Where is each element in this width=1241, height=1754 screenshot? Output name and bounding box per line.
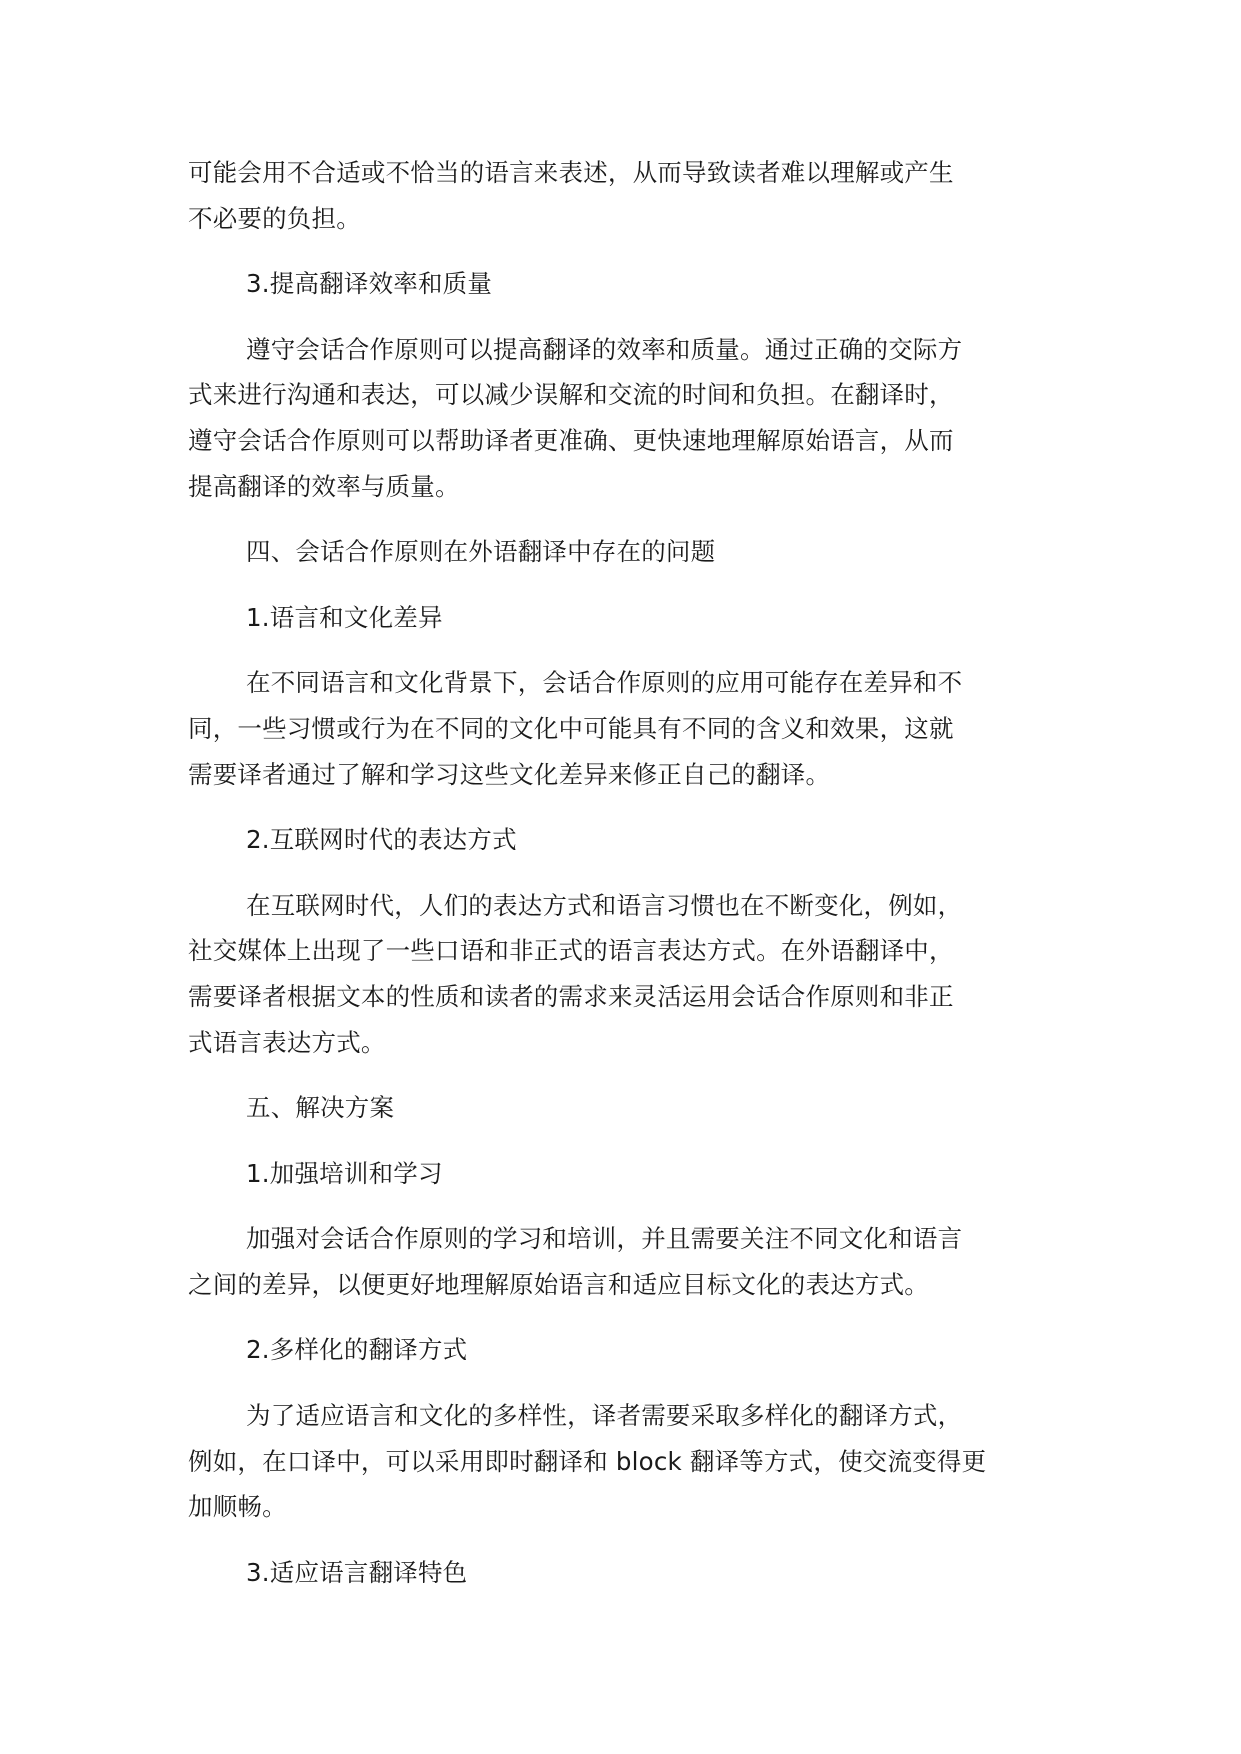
block-spacer: [188, 1307, 1058, 1327]
paragraph-line: 在不同语言和文化背景下，会话合作原则的应用可能存在差异和不: [246, 668, 963, 698]
section-heading: [188, 817, 1058, 863]
heading-text: 3.提高翻译效率和质量: [246, 269, 493, 299]
block-spacer: [188, 241, 1058, 261]
paragraph-line: 遵守会话合作原则可以提高翻译的效率和质量。通过正确的交际方: [246, 334, 963, 364]
section-heading: [188, 529, 1058, 575]
heading-text: 1.加强培训和学习: [246, 1158, 443, 1188]
body-paragraph: [188, 150, 1058, 241]
paragraph-line: 同，一些习惯或行为在不同的文化中可能具有不同的含义和效果，这就: [188, 713, 954, 743]
block-spacer: [188, 863, 1058, 883]
paragraph-line: 为了适应语言和文化的多样性，译者需要采取多样化的翻译方式，: [246, 1401, 963, 1431]
body-paragraph: [188, 1216, 1058, 1307]
section-heading: [188, 1550, 1058, 1596]
block-spacer: [188, 1065, 1058, 1085]
block-spacer: [188, 640, 1058, 660]
block-spacer: [188, 307, 1058, 327]
body-paragraph: [188, 883, 1058, 1065]
body-paragraph: [188, 1393, 1058, 1530]
paragraph-line: 需要译者通过了解和学习这些文化差异来修正自己的翻译。: [188, 759, 831, 789]
paragraph-line: 例如，在口译中，可以采用即时翻译和 block 翻译等方式，使交流变得更: [188, 1446, 987, 1476]
section-heading: [188, 595, 1058, 641]
heading-text: 2.互联网时代的表达方式: [246, 825, 517, 855]
heading-text: 五、解决方案: [246, 1093, 395, 1123]
body-paragraph: [188, 327, 1058, 509]
section-heading: [188, 1151, 1058, 1197]
section-heading: [188, 1327, 1058, 1373]
paragraph-line: 式语言表达方式。: [188, 1027, 386, 1057]
heading-text: 1.语言和文化差异: [246, 602, 443, 632]
paragraph-line: 在互联网时代，人们的表达方式和语言习惯也在不断变化，例如，: [246, 890, 963, 920]
block-spacer: [188, 1131, 1058, 1151]
block-spacer: [188, 1373, 1058, 1393]
paragraph-line: 不必要的负担。: [188, 203, 361, 233]
paragraph-line: 之间的差异，以便更好地理解原始语言和适应目标文化的表达方式。: [188, 1269, 929, 1299]
paragraph-line: 遵守会话合作原则可以帮助译者更准确、更快速地理解原始语言，从而: [188, 425, 954, 455]
paragraph-line: 加强对会话合作原则的学习和培训，并且需要关注不同文化和语言: [246, 1224, 963, 1254]
paragraph-line: 式来进行沟通和表达，可以减少误解和交流的时间和负担。在翻译时，: [188, 380, 954, 410]
section-heading: [188, 1085, 1058, 1131]
paragraph-line: 可能会用不合适或不恰当的语言来表述，从而导致读者难以理解或产生: [188, 158, 954, 187]
heading-text: 四、会话合作原则在外语翻译中存在的问题: [246, 537, 716, 567]
paragraph-line: 社交媒体上出现了一些口语和非正式的语言表达方式。在外语翻译中，: [188, 936, 954, 966]
heading-text: 3.适应语言翻译特色: [246, 1557, 468, 1587]
paragraph-line: 提高翻译的效率与质量。: [188, 471, 460, 501]
section-heading: [188, 261, 1058, 307]
block-spacer: [188, 1530, 1058, 1550]
block-spacer: [188, 575, 1058, 595]
document-body: [188, 150, 1058, 1595]
heading-text: 2.多样化的翻译方式: [246, 1335, 468, 1365]
paragraph-line: 需要译者根据文本的性质和读者的需求来灵活运用会话合作原则和非正: [188, 981, 954, 1011]
block-spacer: [188, 509, 1058, 529]
block-spacer: [188, 1196, 1058, 1216]
body-paragraph: [188, 660, 1058, 797]
paragraph-line: 加顺畅。: [188, 1492, 287, 1522]
block-spacer: [188, 797, 1058, 817]
